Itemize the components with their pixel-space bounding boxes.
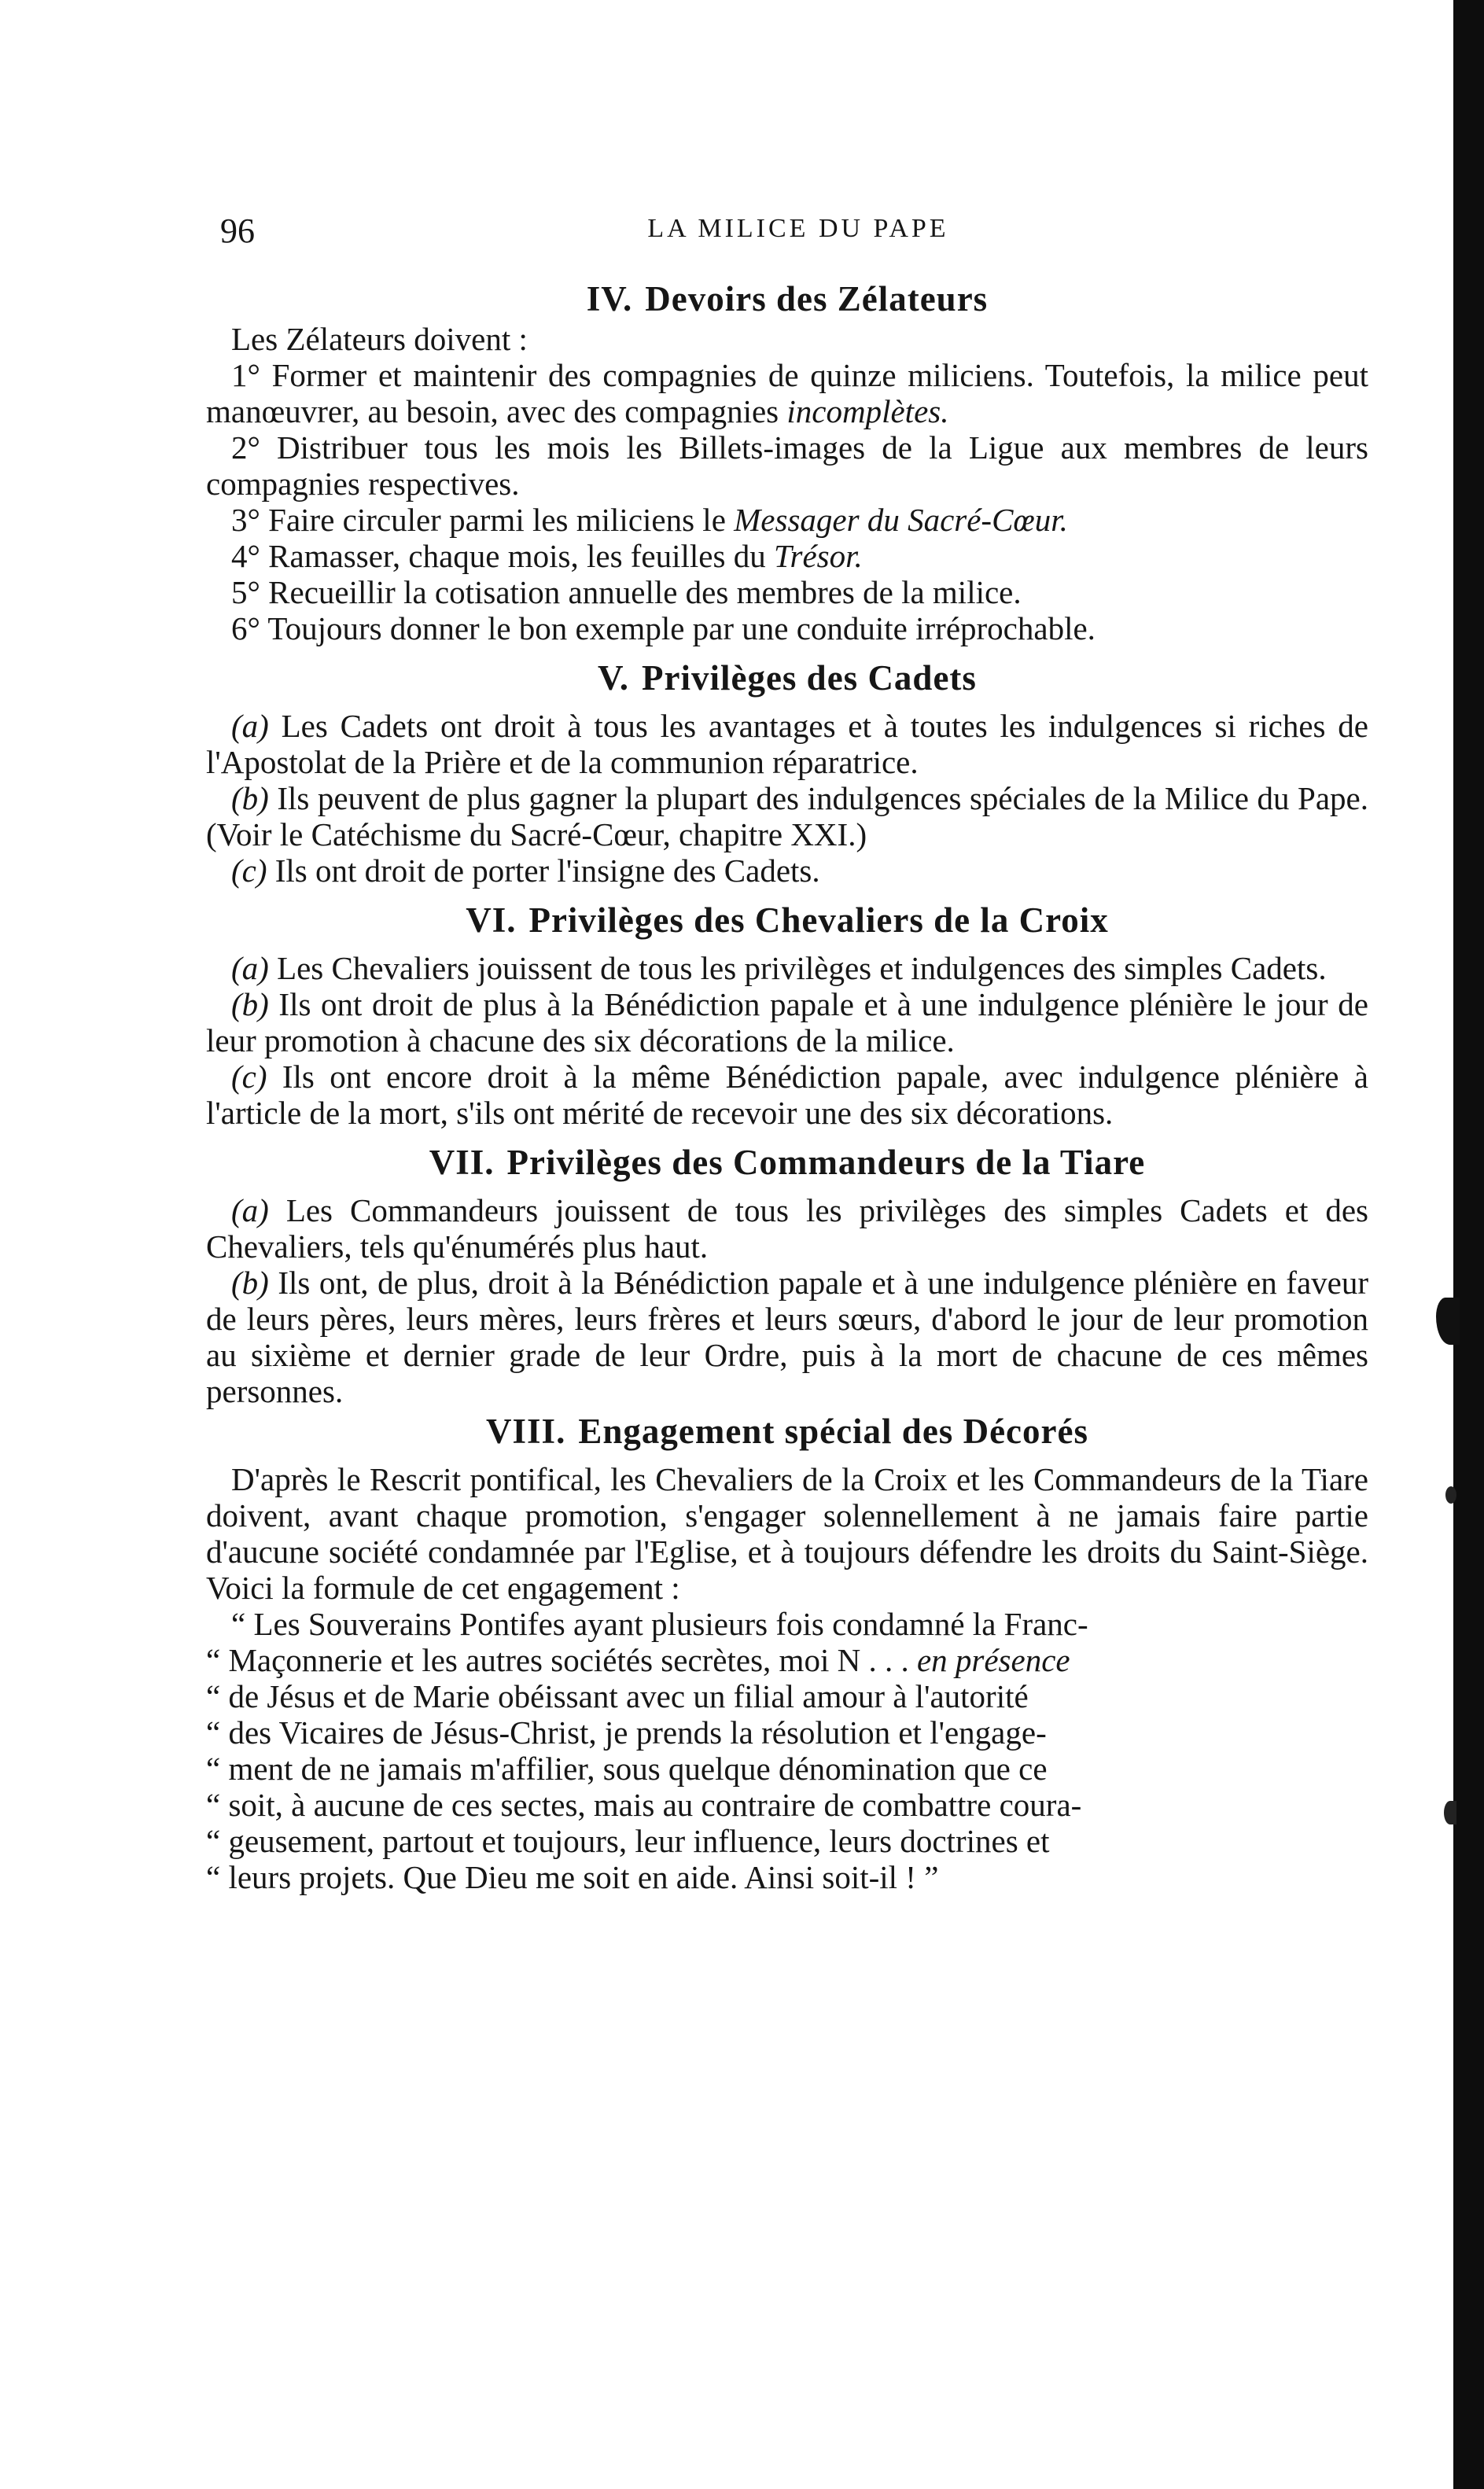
page-number: 96 bbox=[220, 212, 255, 250]
list-item: 3° Faire circuler parmi les miliciens le Messager du Sacré-Cœur. bbox=[231, 502, 1068, 538]
list-item: 5° Recueillir la cotisation annuelle des membres de la milice. bbox=[231, 574, 1022, 610]
section-heading bbox=[206, 277, 1368, 321]
paragraph: (c) Ils ont encore droit à la même Bénédiction papale, avec indulgence plénière à l'article de la mort, s'ils ont mérité de recevoir une des six décorations. bbox=[206, 1059, 1368, 1131]
quote-line: “ geusement, partout et toujours, leur influence, leurs doctrines et bbox=[206, 1823, 1050, 1859]
quote-line: “ Maçonnerie et les autres sociétés secrètes, moi N . . . en présence bbox=[206, 1642, 1070, 1678]
engagement-formula bbox=[206, 1606, 1368, 1895]
section-numeral: IV. bbox=[586, 279, 633, 318]
paragraph: (a) Les Chevaliers jouissent de tous les privilèges et indulgences des simples Cadets. bbox=[231, 950, 1327, 986]
list-item: 6° Toujours donner le bon exemple par une conduite irréprochable. bbox=[231, 610, 1096, 646]
paragraph: (b) Ils peuvent de plus gagner la plupart des indulgences spéciales de la Milice du Pape. (Voir le Catéchisme du Sacré-Cœur, chapitre XXI.) bbox=[206, 780, 1368, 852]
section-heading bbox=[206, 898, 1368, 942]
quote-line: “ de Jésus et de Marie obéissant avec un filial amour à l'autorité bbox=[206, 1678, 1029, 1714]
paragraph: D'après le Rescrit pontifical, les Chevaliers de la Croix et les Commandeurs de la Tiare doivent, avant chaque promotion, s'engager solennellement à ne jamais faire partie d'aucune société condamnée par l'Eglise, et à toujours défendre les droits du Saint-Siège. Voici la formule de cet engagement : bbox=[206, 1461, 1368, 1606]
binding-mark bbox=[1436, 1298, 1460, 1345]
section-title: Privilèges des Cadets bbox=[642, 658, 977, 698]
section-title: Devoirs des Zélateurs bbox=[645, 279, 989, 318]
section-numeral: VI. bbox=[466, 900, 517, 940]
list-item: 1° Former et maintenir des compagnies de quinze miliciens. Toutefois, la milice peut manœuvrer, au besoin, avec des compagnies incomplètes. bbox=[206, 357, 1368, 429]
quote-line: “ Les Souverains Pontifes ayant plusieurs fois condamné la Franc- bbox=[231, 1606, 1088, 1642]
paragraph: (a) Les Commandeurs jouissent de tous les privilèges des simples Cadets et des Chevaliers, tels qu'énumérés plus haut. bbox=[206, 1192, 1368, 1265]
page-body bbox=[206, 277, 1368, 1895]
paragraph: (c) Ils ont droit de porter l'insigne des Cadets. bbox=[231, 852, 820, 889]
binding-mark bbox=[1444, 1801, 1456, 1824]
page-header bbox=[220, 211, 1376, 258]
list-item: 4° Ramasser, chaque mois, les feuilles du Trésor. bbox=[231, 538, 863, 574]
quote-line: “ leurs projets. Que Dieu me soit en aide. Ainsi soit-il ! ” bbox=[206, 1859, 939, 1895]
section-heading bbox=[206, 656, 1368, 700]
quote-line: “ ment de ne jamais m'affilier, sous quelque dénomination que ce bbox=[206, 1751, 1048, 1787]
list-item: 2° Distribuer tous les mois les Billets-images de la Ligue aux membres de leurs compagnies respectives. bbox=[206, 429, 1368, 502]
section-title: Privilèges des Chevaliers de la Croix bbox=[528, 900, 1109, 940]
section-numeral: VIII. bbox=[486, 1412, 566, 1451]
paragraph: (b) Ils ont droit de plus à la Bénédiction papale et à une indulgence plénière le jour de leur promotion à chacune des six décorations de la milice. bbox=[206, 986, 1368, 1059]
paragraph: Les Zélateurs doivent : bbox=[231, 321, 528, 357]
section-heading bbox=[206, 1409, 1368, 1453]
quote-line: “ des Vicaires de Jésus-Christ, je prends la résolution et l'engage- bbox=[206, 1714, 1047, 1751]
binding-mark bbox=[1445, 1486, 1456, 1504]
section-numeral: VII. bbox=[429, 1143, 495, 1182]
section-heading bbox=[206, 1140, 1368, 1184]
quote-line: “ soit, à aucune de ces sectes, mais au contraire de combattre coura- bbox=[206, 1787, 1082, 1823]
paragraph: (b) Ils ont, de plus, droit à la Bénédiction papale et à une indulgence plénière en faveur de leurs pères, leurs mères, leurs frères et leurs sœurs, d'abord le jour de leur promotion au sixième et dernier grade de leur Ordre, puis à la mort de chacune de ces mêmes personnes. bbox=[206, 1265, 1368, 1409]
book-spine-edge bbox=[1453, 0, 1484, 2489]
section-title: Engagement spécial des Décorés bbox=[578, 1412, 1088, 1451]
running-title: LA MILICE DU PAPE bbox=[647, 214, 949, 243]
section-numeral: V. bbox=[598, 658, 629, 698]
section-title: Privilèges des Commandeurs de la Tiare bbox=[506, 1143, 1146, 1182]
paragraph: (a) Les Cadets ont droit à tous les avantages et à toutes les indulgences si riches de l'Apostolat de la Prière et de la communion réparatrice. bbox=[206, 708, 1368, 780]
